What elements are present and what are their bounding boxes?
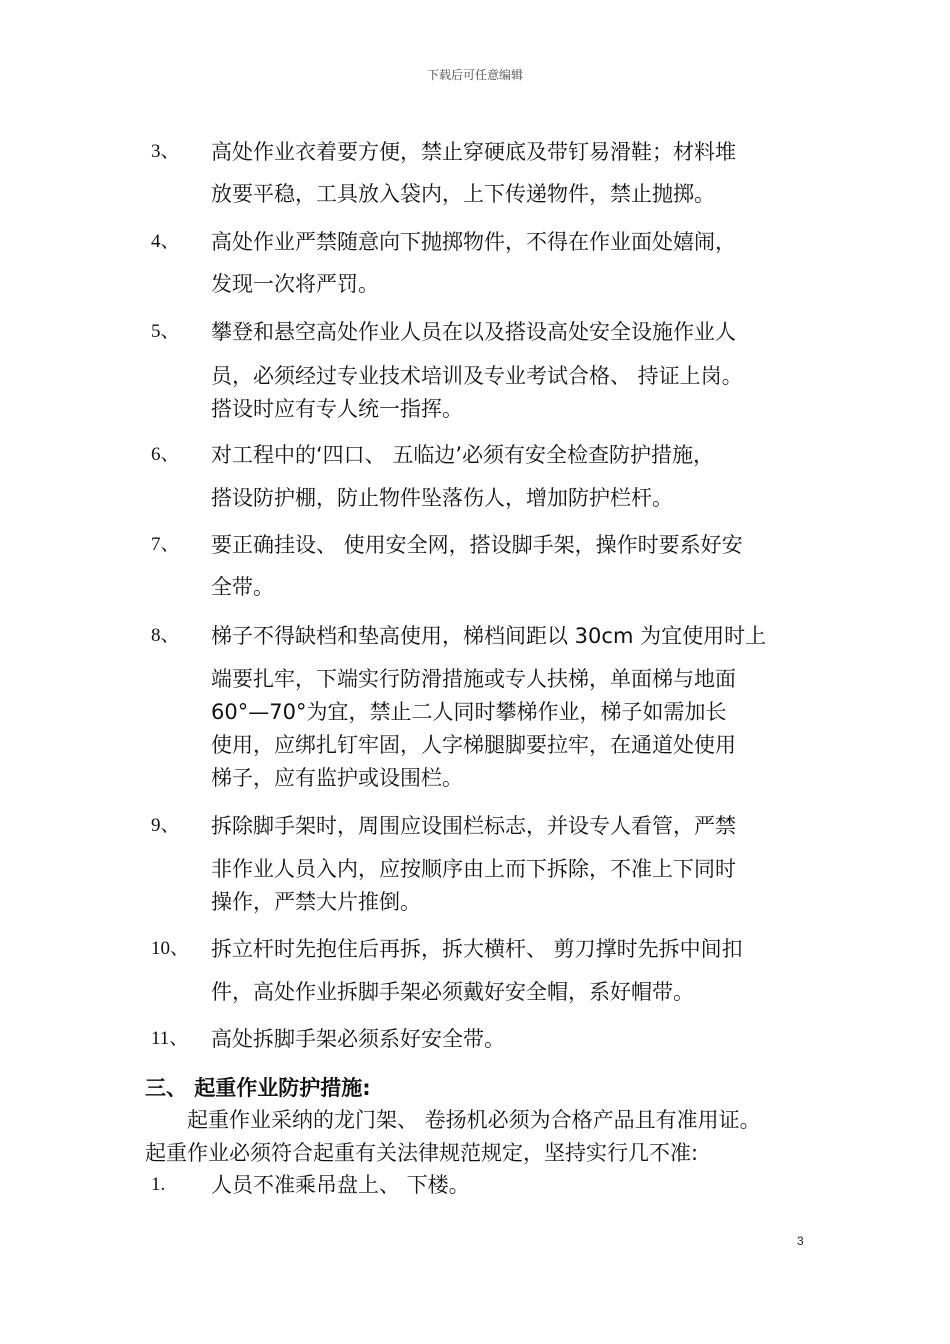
item-line: 搭设时应有专人统一指挥。: [211, 397, 463, 421]
item-line: 高处作业衣着要方便，禁止穿硬底及带钉易滑鞋；材料堆: [211, 140, 736, 164]
item-line: 员，必须经过专业技术培训及专业考试合格、 持证上岗。: [211, 364, 743, 388]
item-line: 放要平稳，工具放入袋内，上下传递物件，禁止抛掷。: [211, 182, 715, 206]
item-line: 60°—70°为宜，禁止二人同时攀梯作业，梯子如需加长: [211, 700, 727, 724]
item-line: 全带。: [211, 575, 274, 599]
item-line: 拆除脚手架时，周围应设围栏标志，并设专人看管，严禁: [211, 814, 736, 838]
item-line: 梯子，应有监护或设围栏。: [211, 766, 463, 790]
item-number: 1.: [151, 1174, 166, 1195]
page-header: 下载后可任意编辑: [426, 68, 523, 82]
item-line: 拆立杆时先抱住后再拆，拆大横杆、 剪刀撑时先拆中间扣: [211, 937, 743, 961]
page-number: 3: [797, 1234, 804, 1248]
item-line: 使用，应绑扎钉牢固，人字梯腿脚要拉牢，在通道处使用: [211, 733, 736, 757]
item-line: 要正确挂设、 使用安全网，搭设脚手架，操作时要系好安: [211, 533, 743, 557]
section-heading: 三、 起重作业防护措施:: [145, 1076, 371, 1100]
item-number: 9、: [151, 815, 180, 836]
item-line: 操作，严禁大片推倒。: [211, 890, 421, 914]
item-line: 对工程中的‘四口、 五临边’必须有安全检查防护措施，: [211, 443, 715, 467]
paragraph-line: 起重作业采纳的龙门架、 卷扬机必须为合格产品且有准用证。: [187, 1108, 761, 1132]
item-line: 梯子不得缺档和垫高使用，梯档间距以 30cm 为宜使用时上: [211, 624, 767, 648]
item-line: 非作业人员入内，应按顺序由上而下拆除，不准上下同时: [211, 857, 736, 881]
item-number: 11、: [151, 1028, 189, 1049]
item-line: 搭设防护棚，防止物件坠落伤人，增加防护栏杆。: [211, 486, 673, 510]
item-line: 高处拆脚手架必须系好安全带。: [211, 1027, 505, 1051]
item-number: 3、: [151, 141, 180, 162]
item-number: 5、: [151, 321, 180, 342]
item-number: 6、: [151, 444, 180, 465]
paragraph-line: 起重作业必须符合起重有关法律规范规定，坚持实行几不准:: [145, 1141, 699, 1165]
item-line: 高处作业严禁随意向下抛掷物件，不得在作业面处嬉闹，: [211, 230, 736, 254]
item-number: 4、: [151, 231, 180, 252]
item-line: 人员不准乘吊盘上、 下楼。: [211, 1173, 470, 1197]
item-number: 10、: [151, 938, 190, 959]
item-number: 8、: [151, 625, 180, 646]
item-line: 攀登和悬空高处作业人员在以及搭设高处安全设施作业人: [211, 320, 736, 344]
item-line: 发现一次将严罚。: [211, 272, 379, 296]
item-line: 件，高处作业拆脚手架必须戴好安全帽，系好帽带。: [211, 980, 694, 1004]
item-number: 7、: [151, 534, 180, 555]
item-line: 端要扎牢，下端实行防滑措施或专人扶梯，单面梯与地面: [211, 667, 736, 691]
